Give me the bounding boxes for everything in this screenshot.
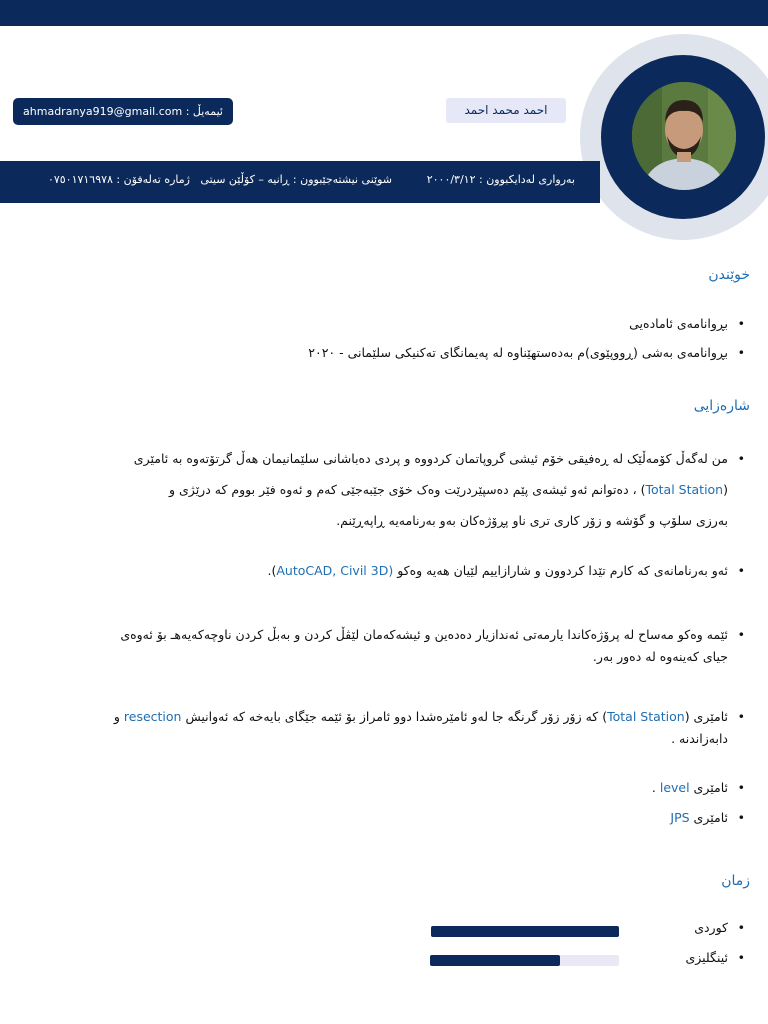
education-item-text: بڕوانامەی ئامادەیی	[629, 316, 728, 331]
profile-photo	[632, 82, 736, 190]
language-label: کوردی	[694, 920, 728, 935]
language-level-fill	[431, 926, 619, 937]
language-item	[694, 920, 745, 935]
skill-text: ).	[267, 563, 277, 578]
birth-date: بەرواری لەدایکبوون : ٢٠٠٠/٣/١٢	[426, 173, 575, 186]
bullet-icon: •	[737, 316, 745, 331]
skill-item	[28, 624, 745, 668]
highlight-term: (AutoCAD, Civil 3D	[276, 563, 394, 578]
bullet-icon: •	[737, 345, 745, 360]
skill-text-line: جیای کەینەوە لە دەور بەر.	[592, 649, 728, 664]
skill-text-line: من لەگەڵ کۆمەڵێک لە ڕەفیقی خۆم ئیشی گروپاتمان کردووە و پردی دەباشانی سلێمانیمان هەڵ گرتۆتەوە بە ئامێری	[133, 451, 728, 466]
email-contact[interactable]: ئیمەیڵ : ahmadranya919@gmail.com	[13, 98, 233, 125]
highlight-term: Total Station	[607, 709, 685, 724]
skill-text-line	[48, 474, 728, 505]
bullet-icon: •	[737, 451, 745, 466]
skill-item	[670, 810, 745, 825]
bullet-icon: •	[737, 709, 745, 724]
language-level-bar	[430, 955, 619, 966]
education-item	[308, 345, 745, 360]
skill-text-line: بەرزی سلۆپ و گۆشە و زۆر کاری تری ناو پڕۆژەکان بەو بەرنامەیە ڕاپەڕێنم.	[336, 513, 728, 528]
full-name: احمد محمد احمد	[446, 98, 566, 123]
skill-text: ئەو بەرنامانەی کە کارم تێدا کردوون و شارازاییم لێیان هەیە وەکو	[393, 563, 728, 578]
skill-text: ) ، دەتوانم ئەو ئیشەی پێم دەسپێردرێت وەک خۆی جێبەجێی کەم و ئەوە فێر بووم کە درێژی و	[169, 482, 646, 497]
education-heading: خوێندن	[708, 267, 750, 283]
skill-text: .	[651, 780, 660, 795]
skill-text: ئامێری	[689, 810, 728, 825]
skill-text-line: ئێمە وەکو مەساح لە پرۆژەکاندا یارمەتی ئەندازیار دەدەین و ئیشەکەمان لێڤڵ کردن و بەبڵ کردن ناوچەکەیەهـ بۆ ئەوەی	[120, 627, 728, 642]
bullet-icon: •	[737, 920, 745, 935]
paren: (	[723, 482, 728, 497]
highlight-term: Total Station	[645, 482, 724, 497]
skill-item	[48, 443, 745, 536]
skill-text: ئامێری	[689, 780, 728, 795]
languages-heading: زمان	[721, 873, 750, 889]
language-label: ئینگلیزی	[685, 950, 728, 965]
bullet-icon: •	[737, 810, 745, 825]
bullet-icon: •	[737, 563, 745, 578]
language-item	[685, 950, 745, 965]
skill-text: ) کە زۆر زۆر گرنگە جا لەو ئامێرەشدا دوو ئامراز بۆ ئێمە جێگای بایەخە کە ئەوانیش	[181, 709, 608, 724]
skill-item	[267, 563, 745, 578]
top-banner	[0, 0, 768, 26]
skill-item	[651, 780, 745, 795]
skill-text: و	[113, 709, 124, 724]
person-photo-icon	[632, 82, 736, 190]
education-item	[629, 316, 745, 331]
skill-text: ئامێری (	[684, 709, 728, 724]
skill-text-line: دابەزاندنە .	[671, 731, 728, 746]
bullet-icon: •	[737, 950, 745, 965]
skill-text-line	[38, 706, 728, 728]
phone-number: ژمارە تەلەفۆن : ٠٧٥٠١٧١٦٩٧٨	[47, 173, 190, 186]
highlight-term: JPS	[670, 810, 690, 825]
bullet-icon: •	[737, 627, 745, 642]
highlight-term: level	[659, 780, 690, 795]
residence: شوێنی نیشتەجێبوون : ڕانیە – کۆڵێن سیتی	[200, 173, 392, 186]
skill-item	[38, 706, 745, 750]
language-level-bar	[431, 926, 619, 937]
personal-info-bar	[0, 161, 600, 203]
bullet-icon: •	[737, 780, 745, 795]
language-level-fill	[430, 955, 560, 966]
education-item-text: بڕوانامەی بەشی (ڕووپێوی)م بەدەستهێناوە لە پەیمانگای تەکنیکی سلێمانی - ٢٠٢٠	[308, 345, 728, 360]
highlight-term: resection	[123, 709, 182, 724]
skills-heading: شارەزایی	[693, 398, 750, 414]
